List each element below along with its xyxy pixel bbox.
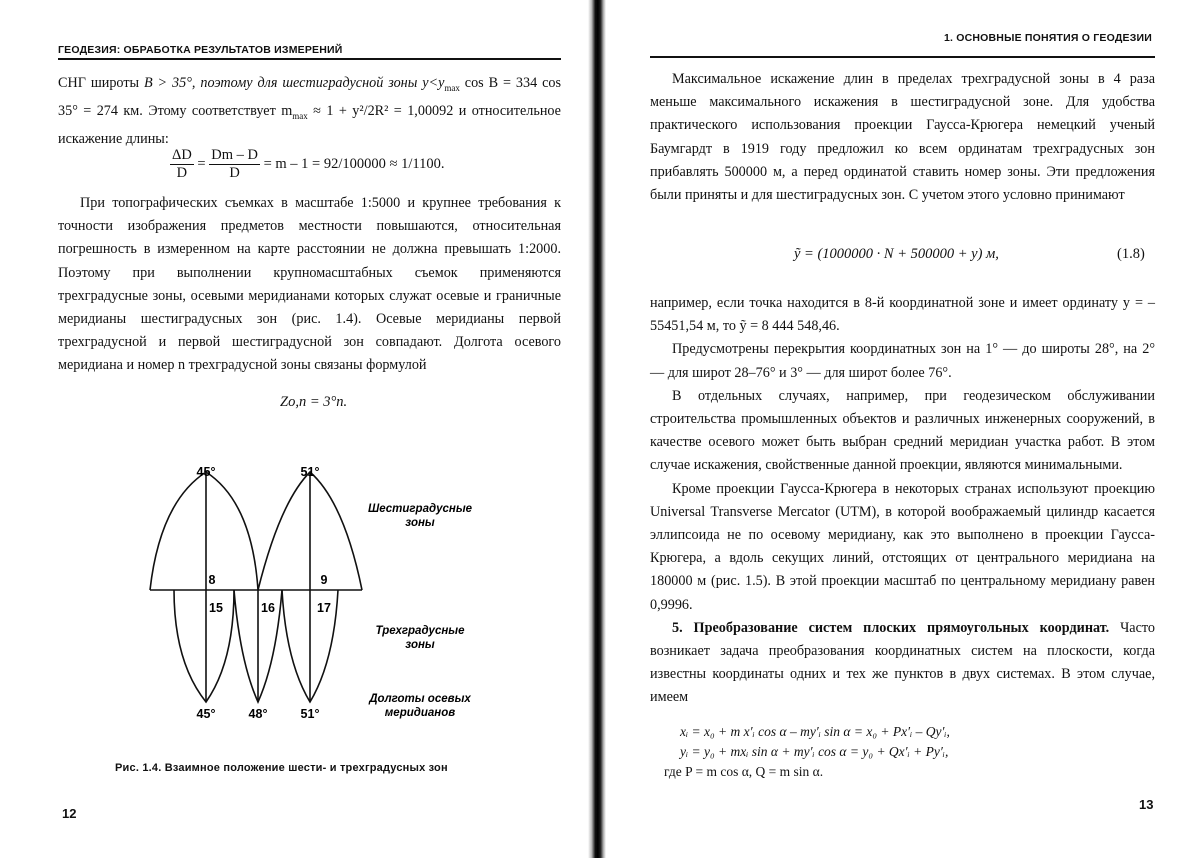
right-page xyxy=(604,0,1200,858)
top-label-51: 51° xyxy=(300,465,320,479)
right-page-number: 13 xyxy=(1139,797,1154,812)
distortion-equation: $\frac{\Delta D}{D}$ = $\frac{Dm - D}{D}$ = m – 1 = 92/100000 ≈ 1/1100. xyxy=(172,147,445,181)
bottom-label-45: 45° xyxy=(196,707,216,721)
six-zone-8-outline xyxy=(150,472,258,590)
right-paragraph-4: В отдельных случаях, например, при геодезическом обслуживании строительства промышленных объектов и различных инженерных сооружений, в качестве осевого может быть выбран средний меридиан участка работ. В этом случае искажения, свойственные данной проекции, являются минимальными. xyxy=(650,387,1155,474)
transform-eq-y: yᵢ = y₀ + mxᵢ sin α + my′ᵢ cos α = y₀ + Qx′ᵢ + Py′ᵢ, xyxy=(680,744,949,759)
left-paragraph-2: При топографических съемках в масштабе 1:5000 и крупнее требования к точности изображения предметов местности повышаются, относительная погрешность в измеренном на карте расстоянии не должна превышать 1:2000. Поэтому при выполнении крупномасштабных съемок применяются трехградусные зоны, осевыми меридианами которых служат осевые и граничные меридианы шестиградусных зон (рис. 1.4). Осевые меридианы первой трехградусной и первой шестиградусной зон совпадают. Долгота осевого меридиана и номер n трехградусной зоны связаны формулой xyxy=(58,195,561,374)
six-zone-number-9: 9 xyxy=(320,573,328,587)
three-zone-number-15: 15 xyxy=(209,601,223,615)
right-paragraph-3: Предусмотрены перекрытия координатных зон на 1° — до широты 28°, на 2° — для широт 28–76° и 3° — для широт более 76°. xyxy=(650,341,1155,381)
label-three-zones-2: зоны xyxy=(405,639,435,651)
right-text-body xyxy=(650,292,1155,710)
left-intro-paragraph: СНГ широты B > 35°, поэтому для шестиградусной зоны $y<y_{max}$ cos B = 334 cos 35° = 274 км. Этому соответствует $m_{max} \approx 1 + y^2/2R^2 = 1,00092$ и относительное искажение длины: xyxy=(58,75,561,148)
figure-caption: Рис. 1.4. Взаимное положение шести- и трехградусных зон xyxy=(115,762,448,774)
label-six-zones-2: зоны xyxy=(405,517,435,529)
three-zone-number-16: 16 xyxy=(261,601,275,615)
transform-where: где P = m cos α, Q = m sin α. xyxy=(664,764,824,779)
three-zone-number-17: 17 xyxy=(317,601,331,615)
left-running-head: ГЕОДЕЗИЯ: ОБРАБОТКА РЕЗУЛЬТАТОВ ИЗМЕРЕНИЙ xyxy=(58,44,343,56)
right-paragraph-2: например, если точка находится в 8-й координатной зоне и имеет ординату y = –55451,54 м, то ỹ = 8 444 548,46. xyxy=(650,295,1155,335)
label-meridians-2: меридианов xyxy=(384,707,456,719)
label-three-zones-1: Трехградусные xyxy=(375,625,465,637)
zone-formula: Zo,n = 3°n. xyxy=(280,394,348,410)
right-head-rule xyxy=(650,56,1155,58)
bottom-label-48: 48° xyxy=(248,707,268,721)
transform-eq-x: xᵢ = x₀ + m x′ᵢ cos α – my′ᵢ sin α = x₀ + Px′ᵢ – Qy′ᵢ, xyxy=(680,724,950,739)
left-head-rule xyxy=(58,58,561,60)
formula-1-8-number: (1.8) xyxy=(1117,246,1145,262)
right-paragraph-5: Кроме проекции Гаусса-Крюгера в некоторых странах используют проекцию Universal Transverse Mercator (UTM), в которой воображаемый цилиндр касается эллипсоида не по осевому меридиану, как это выполнено в проекции Гаусса-Крюгера, а вдоль секущих линий, отстоящих от центрального меридиана на 180000 м (рис. 1.5). В этой проекции масштаб по центральному меридиану равен 0,9996. xyxy=(650,480,1155,613)
label-meridians-1: Долготы осевых xyxy=(369,693,471,705)
left-page-number: 12 xyxy=(62,806,77,821)
right-paragraph-1: Максимальное искажение длин в пределах трехградусной зоны в 4 раза меньше максимального искажения в шестиградусной зоне. Для удобства практического использования проекции Гаусса-Крюгера немецкий ученый Баумгардт в 1919 году предложил ко всем ординатам трехградусных зон прибавлять 500000 м, а перед ординатой ставить номер зоны. Эти предложения были приняты и для шестиградусных зон. С учетом этого условно принимают xyxy=(650,71,1155,204)
six-zone-number-8: 8 xyxy=(208,573,216,587)
zone-diagram xyxy=(130,462,490,722)
formula-1-8: ỹ = (1000000 · N + 500000 + y) м, xyxy=(794,246,999,262)
label-six-zones-1: Шестиградусные xyxy=(367,503,473,515)
bottom-label-51: 51° xyxy=(300,707,320,721)
right-running-head: 1. ОСНОВНЫЕ ПОНЯТИЯ О ГЕОДЕЗИИ xyxy=(943,32,1152,44)
right-paragraph-6: 5. Преобразование систем плоских прямоугольных координат. Часто возникает задача преобразования координатных систем на плоскости, когда известны координаты одних и тех же пунктов в двух системах. В этом случае, имеем xyxy=(650,619,1156,706)
top-label-45: 45° xyxy=(196,465,216,479)
left-page xyxy=(0,0,596,858)
